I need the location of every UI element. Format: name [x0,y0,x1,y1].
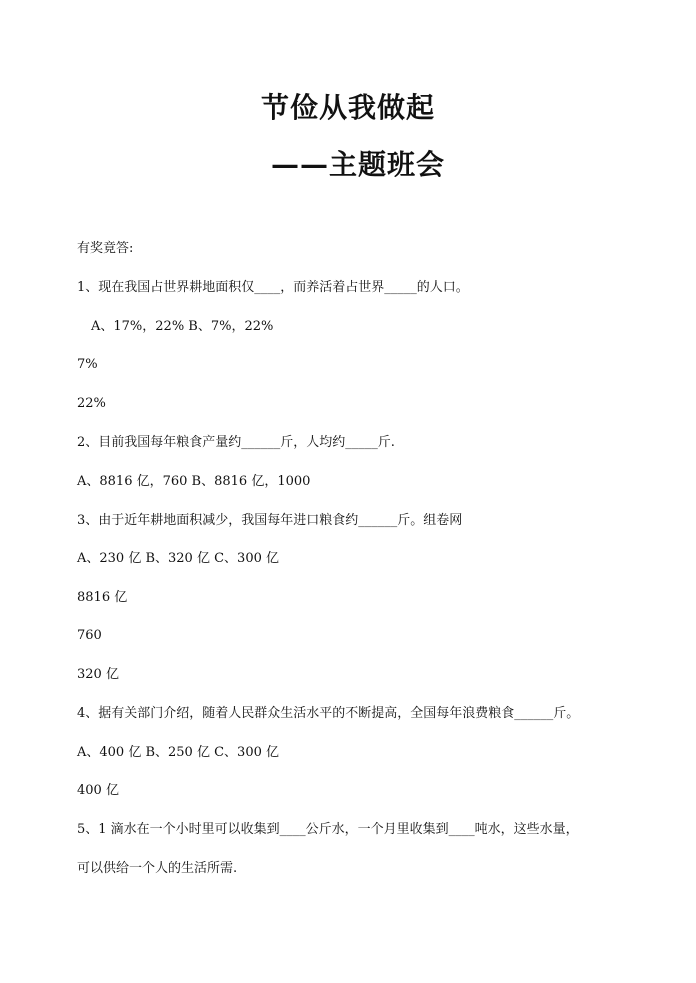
page-subtitle: ——主题班会 [270,148,445,181]
question-1-options: A、17%，22% B、7%，22% [91,319,274,334]
question-4-options: A、400 亿 B、250 亿 C、300 亿 [77,745,279,760]
question-2-options: A、8816 亿，760 B、8816 亿，1000 [77,474,311,489]
question-4-answer-1: 400 亿 [77,783,119,798]
page-title: 节俭从我做起 [260,91,435,124]
question-3-options: A、230 亿 B、320 亿 C、300 亿 [77,551,279,566]
question-3: 3、由于近年耕地面积减少，我国每年进口粮食约______斤。组卷网 [77,513,463,528]
question-2: 2、目前我国每年粮食产量约______斤，人均约_____斤. [77,435,395,450]
question-4: 4、据有关部门介绍，随着人民群众生活水平的不断提高，全国每年浪费粮食______斤。 [77,706,580,721]
question-3-answer-2: 760 [77,628,102,643]
question-1: 1、现在我国占世界耕地面积仅____，而养活着占世界_____的人口。 [77,280,469,295]
question-5-line-1: 5、1 滴水在一个小时里可以收集到____公斤水，一个月里收集到____吨水，这些水量， [77,822,579,837]
question-1-answer-2: 22% [77,396,106,411]
question-1-answer-1: 7% [77,357,98,372]
intro-text: 有奖竟答: [77,241,134,256]
question-5-line-2: 可以供给一个人的生活所需. [77,861,238,876]
question-3-answer-1: 8816 亿 [77,590,128,605]
question-3-answer-3: 320 亿 [77,667,119,682]
